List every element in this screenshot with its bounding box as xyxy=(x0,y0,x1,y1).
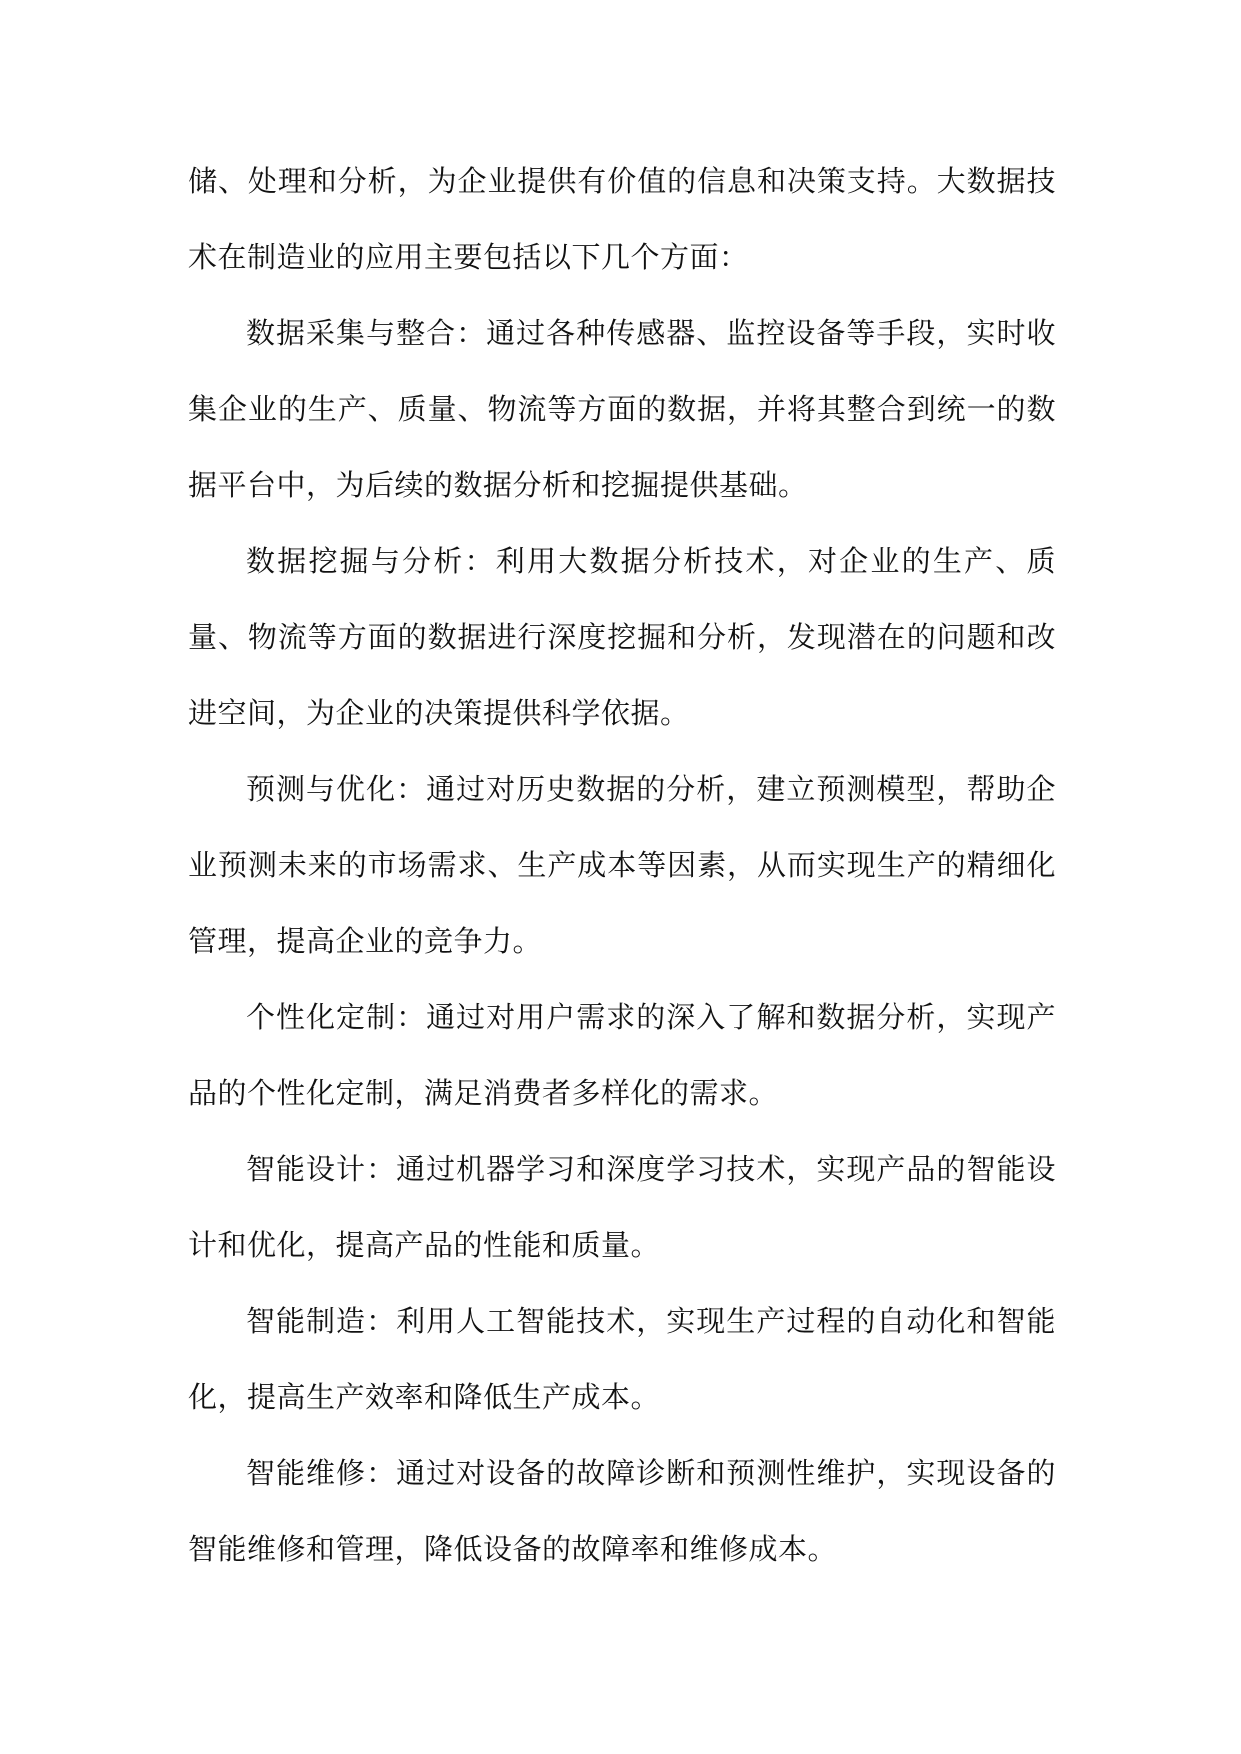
paragraph-intro-continued: 储、处理和分析，为企业提供有价值的信息和决策支持。大数据技术在制造业的应用主要包括以下几个方面： xyxy=(188,164,1056,274)
paragraph-customization: 个性化定制：通过对用户需求的深入了解和数据分析，实现产品的个性化定制，满足消费者多样化的需求。 xyxy=(188,1000,1056,1110)
document-body xyxy=(188,143,1056,1587)
paragraph-data-mining: 数据挖掘与分析：利用大数据分析技术，对企业的生产、质量、物流等方面的数据进行深度挖掘和分析，发现潜在的问题和改进空间，为企业的决策提供科学依据。 xyxy=(188,544,1056,730)
paragraph-data-collection: 数据采集与整合：通过各种传感器、监控设备等手段，实时收集企业的生产、质量、物流等方面的数据，并将其整合到统一的数据平台中，为后续的数据分析和挖掘提供基础。 xyxy=(188,316,1056,502)
paragraph-prediction: 预测与优化：通过对历史数据的分析，建立预测模型，帮助企业预测未来的市场需求、生产成本等因素，从而实现生产的精细化管理，提高企业的竞争力。 xyxy=(188,772,1056,958)
paragraph-smart-design: 智能设计：通过机器学习和深度学习技术，实现产品的智能设计和优化，提高产品的性能和质量。 xyxy=(188,1152,1056,1262)
paragraph-smart-maintenance: 智能维修：通过对设备的故障诊断和预测性维护，实现设备的智能维修和管理，降低设备的故障率和维修成本。 xyxy=(188,1456,1056,1566)
paragraph-smart-manufacturing: 智能制造：利用人工智能技术，实现生产过程的自动化和智能化，提高生产效率和降低生产成本。 xyxy=(188,1304,1056,1414)
